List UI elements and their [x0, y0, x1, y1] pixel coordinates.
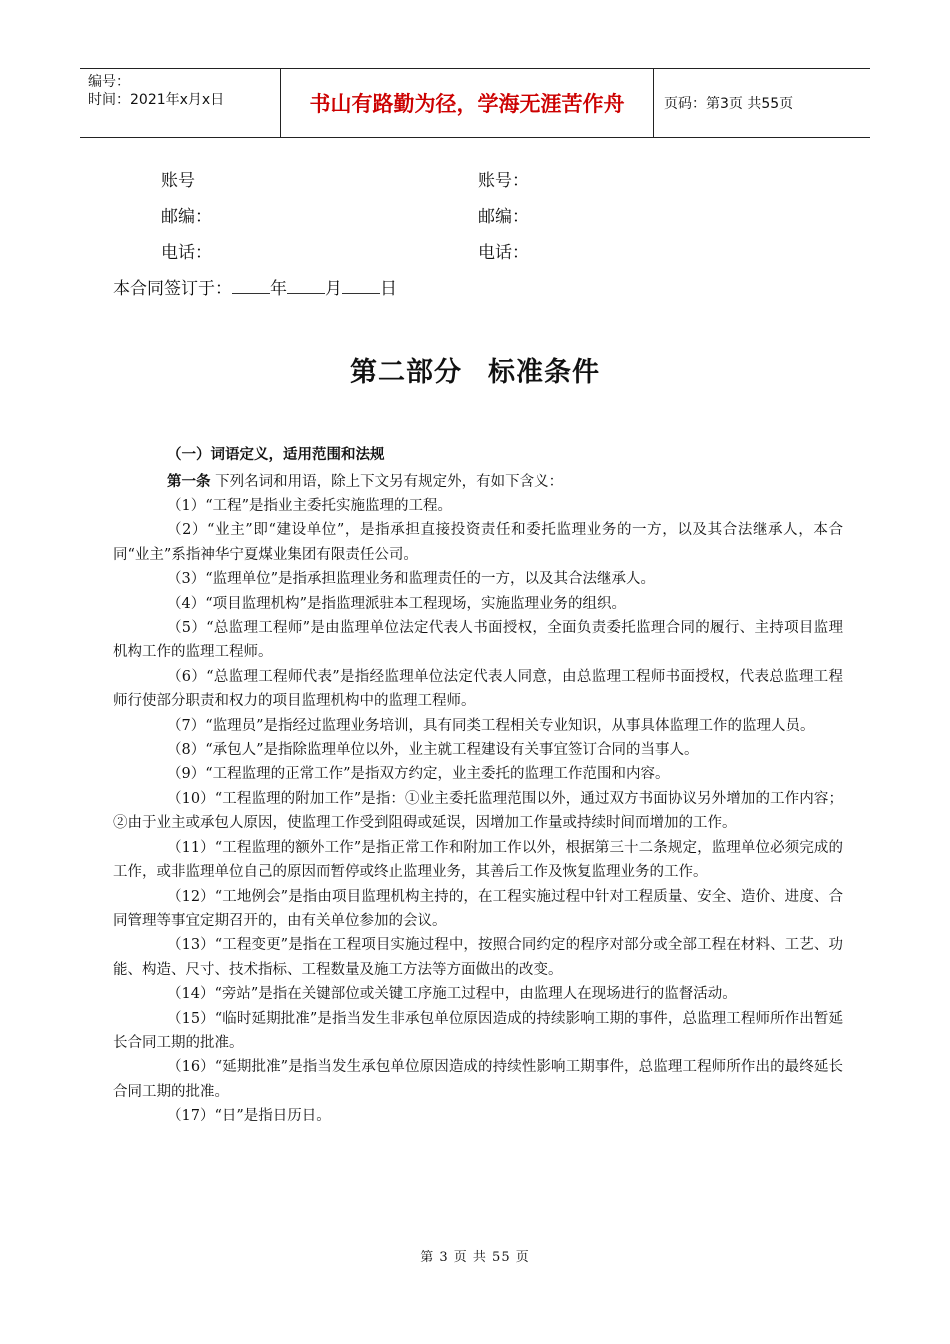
signing-day: 日 — [380, 279, 397, 299]
signing-month: 月 — [325, 279, 342, 299]
left-account-label: 账号 — [161, 171, 195, 191]
serial-label: 编号： — [88, 74, 130, 90]
definition-item: （2）“业主”即“建设单位”，是指承担直接投资责任和委托监理业务的一方，以及其合法继承人，本合同“业主”系指神华宁夏煤业集团有限责任公司。 — [113, 522, 843, 563]
part-title — [0, 350, 950, 389]
year-blank — [232, 279, 270, 294]
definition-item: （12）“工地例会”是指由项目监理机构主持的，在工程实施过程中针对工程质量、安全、造价、进度、合同管理等事宜定期召开的，由有关单位参加的会议。 — [113, 888, 843, 929]
definition-item: （8）“承包人”是指除监理单位以外，业主就工程建设有关事宜签订合同的当事人。 — [167, 742, 699, 759]
definition-item: （10）“工程监理的附加工作”是指：①业主委托监理范围以外，通过双方书面协议另外增加的工作内容；②由于业主或承包人原因，使监理工作受到阻碍或延误，因增加工作量或持续时间而增加的工作。 — [113, 790, 843, 832]
article-label: 第一条 — [167, 474, 211, 490]
page-header — [80, 68, 870, 138]
section-title: （一）词语定义，适用范围和法规 — [167, 447, 385, 463]
right-account-label: 账号： — [478, 171, 529, 191]
definition-item: （7）“监理员”是指经过监理业务培训，具有同类工程相关专业知识，从事具体监理工作的监理人员。 — [167, 717, 815, 734]
left-postcode-label: 邮编： — [161, 207, 212, 227]
definition-item: （4）“项目监理机构”是指监理派驻本工程现场，实施监理业务的组织。 — [167, 595, 627, 612]
definition-item: （11）“工程监理的额外工作”是指正常工作和附加工作以外，根据第三十二条规定，监理单位必须完成的工作，或非监理单位自己的原因而暂停或终止监理业务，其善后工作及恢复监理业务的工作。 — [113, 839, 843, 881]
right-phone-label: 电话： — [478, 243, 529, 263]
definition-item: （3）“监理单位”是指承担监理业务和监理责任的一方，以及其合法继承人。 — [167, 571, 656, 588]
definition-item: （14）“旁站”是指在关键部位或关键工序施工过程中，由监理人在现场进行的监督活动。 — [167, 986, 737, 1003]
header-page-info: 页码：第3页 共55页 — [664, 96, 794, 112]
part-name: 标准条件 — [488, 357, 600, 388]
month-blank — [287, 279, 325, 294]
definition-item: （6）“总监理工程师代表”是指经监理单位法定代表人同意，由总监理工程师书面授权，代表总监理工程师行使部分职责和权力的项目监理机构中的监理工程师。 — [113, 668, 843, 710]
definition-item: （9）“工程监理的正常工作”是指双方约定，业主委托的监理工作范围和内容。 — [167, 766, 670, 783]
definition-item: （1）“工程”是指业主委托实施监理的工程。 — [167, 498, 453, 514]
signing-year: 年 — [270, 279, 287, 299]
definition-item: （17）“日”是指日历日。 — [167, 1108, 331, 1125]
article-text: 下列名词和用语，除上下文另有规定外，有如下含义： — [215, 474, 564, 490]
definition-item: （16）“延期批准”是指当发生承包单位原因造成的持续性影响工期事件，总监理工程师所作出的最终延长合同工期的批准。 — [113, 1059, 843, 1100]
article-one — [167, 470, 563, 491]
signing-prefix: 本合同签订于： — [113, 279, 232, 299]
header-meta — [80, 69, 280, 137]
definition-item: （15）“临时延期批准”是指当发生非承包单位原因造成的持续影响工期的事件，总监理工程师所作出暂延长合同工期的批准。 — [113, 1010, 843, 1051]
definitions-list — [113, 494, 843, 1129]
page-footer: 第 3 页 共 55 页 — [420, 1250, 530, 1265]
part-number: 第二部分 — [350, 357, 462, 388]
date-label: 时间：2021年x月x日 — [88, 92, 225, 108]
signing-date-line — [113, 274, 397, 299]
right-postcode-label: 邮编： — [478, 207, 529, 227]
day-blank — [342, 279, 380, 294]
definition-item: （5）“总监理工程师”是由监理单位法定代表人书面授权，全面负责委托监理合同的履行、主持项目监理机构工作的监理工程师。 — [113, 620, 843, 661]
left-phone-label: 电话： — [161, 243, 212, 263]
definition-item: （13）“工程变更”是指在工程项目实施过程中，按照合同约定的程序对部分或全部工程在材料、工艺、功能、构造、尺寸、技术指标、工程数量及施工方法等方面做出的改变。 — [113, 937, 843, 978]
header-motto: 书山有路勤为径，学海无涯苦作舟 — [280, 69, 654, 137]
